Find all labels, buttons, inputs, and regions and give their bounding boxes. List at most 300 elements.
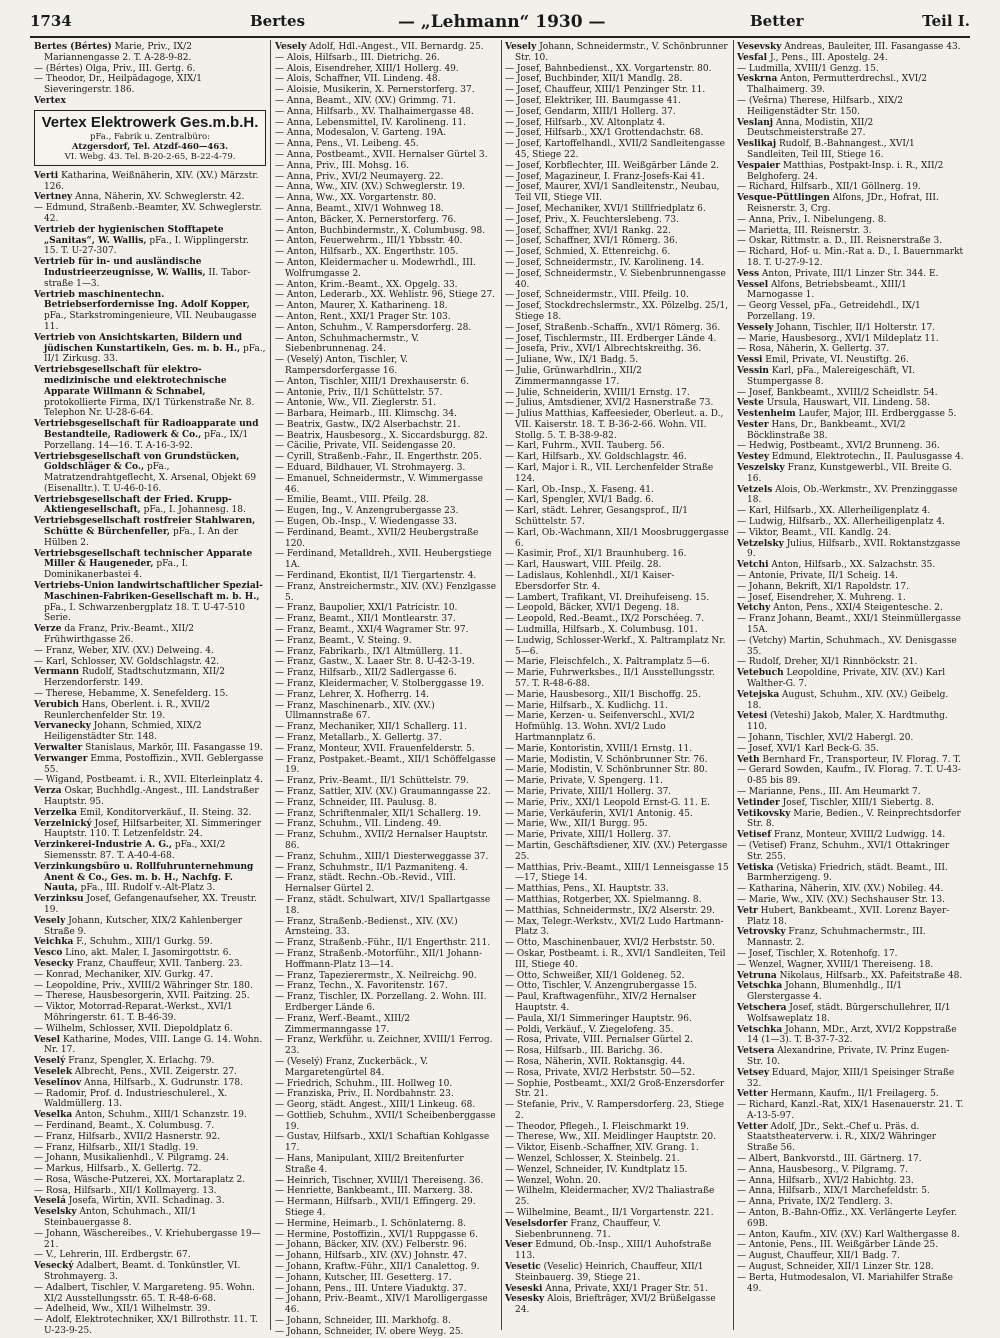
entry-text: — Antonie, Private, II/1 Scheig. 14.	[737, 571, 898, 582]
directory-entry	[505, 1121, 729, 1133]
directory-entry	[34, 63, 266, 75]
directory-entry	[737, 409, 965, 420]
entry-text: — Leopold, Bäcker, XVI/1 Degeng. 18.	[505, 603, 680, 614]
entry-text: pFa., Matratzendrahtgeflecht, X. Arsenal, Objekt 69 (Eisenalltr.). T. U-46-0-16.	[44, 462, 257, 494]
entry-surname: Vesco	[34, 948, 63, 959]
entry-surname: Vesely	[275, 42, 307, 52]
entry-text: Edmund, Elektrotechn., II. Paulusgasse 4.	[769, 452, 964, 463]
directory-entry	[34, 1034, 266, 1057]
entry-text: — Gottlieb, Schuhm., XVII/1 Scheibenberggasse 19.	[275, 1110, 496, 1132]
entry-surname: Vertriebs-Union landwirtschaftlicher Spezial-Maschinen-Fabriken-Gesellschaft m. b. H.,	[34, 581, 263, 602]
directory-entry	[737, 1251, 965, 1262]
entry-text: — Leopoldine, Priv., XVIII/2 Währinger Str. 180.	[34, 980, 253, 991]
entry-text: — Georg, städt. Angest., XIII/1 Linkeug. 68.	[275, 1100, 476, 1111]
entry-text: — Franz, Weber, XIV. (XV.) Delweing. 4.	[34, 645, 214, 656]
entry-surname: Veszelsky	[737, 463, 785, 474]
entry-text: — Poldi, Verkäuf., V. Ziegelofeng. 35.	[505, 1024, 674, 1035]
directory-entry	[737, 948, 965, 960]
directory-entry	[737, 419, 965, 442]
entry-text: pFa., IX/1 Porzellang. 14—16. T. A-16-3-92.	[44, 429, 249, 451]
entry-text: — Aloisie, Musikerin, X. Pernerstorferg. 37.	[275, 85, 475, 96]
directory-entry	[275, 1089, 497, 1100]
directory-entry	[505, 657, 729, 668]
entry-text: — Franz, Straßenb.-Führ., II/1 Engerthstr. 211.	[275, 938, 491, 949]
directory-entry	[34, 74, 266, 96]
directory-entry	[34, 1023, 266, 1035]
entry-surname: Vesely	[505, 42, 537, 52]
directory-entry	[34, 1131, 266, 1143]
directory-entry	[737, 862, 965, 885]
entry-text: Anton, Hilfsarb., XX. Salzachstr. 35.	[768, 560, 936, 571]
entry-surname: Vertney	[34, 192, 73, 203]
entry-text: — Markus, Hilfsarb., X. Gellertg. 72.	[34, 1164, 202, 1175]
entry-text: — Ludmilla, Hilfsarb., X. Columbusg. 101.	[505, 625, 698, 636]
directory-entry	[737, 1229, 965, 1241]
directory-entry	[505, 409, 729, 441]
directory-entry	[275, 1154, 497, 1176]
directory-entry	[275, 495, 497, 506]
directory-entry	[737, 517, 965, 528]
directory-entry	[34, 451, 266, 495]
entry-surname: Verubich	[34, 699, 79, 710]
entry-surname: Vertex	[34, 95, 66, 106]
entry-text: — Johann, Bäcker, XIV. (XV.) Felberstr. 96.	[275, 1240, 467, 1251]
directory-entry	[34, 42, 266, 64]
directory-entry	[34, 170, 266, 193]
directory-entry	[737, 1262, 965, 1273]
entry-surname: Vetschera	[737, 1002, 787, 1013]
entry-text: — Josef, Magazineur, I. Franz-Josefs-Kai 41.	[505, 171, 705, 182]
entry-text: — Viktor, Beamt., VII. Kandlg. 24.	[737, 527, 892, 538]
entry-text: Anna, Private, XXI/1 Prager Str. 51.	[542, 1283, 708, 1294]
directory-entry	[737, 884, 965, 895]
entry-text: — Ferdinand, Beamt., XVII/2 Heubergstraße 120.	[275, 527, 479, 549]
directory-entry	[34, 1304, 266, 1315]
entry-text: — Alois, Schaffner, VII. Lindeng. 48.	[275, 74, 441, 85]
entry-text: — Franz, Mechaniker, XII/1 Schallerg. 11.	[275, 722, 467, 733]
entry-text: — Marie, Modistin, V. Schönbrunner Str. 80.	[505, 765, 708, 776]
entry-surname: Veser	[505, 1240, 533, 1251]
directory-entry	[275, 430, 497, 442]
entry-surname: Vessin	[737, 365, 769, 376]
entry-text: pFa., III. Rudolf v.-Alt-Platz 3.	[77, 883, 216, 894]
directory-entry	[34, 419, 266, 451]
entry-text: — Josef, Hilfsarb., XV. Altonplatz 4.	[505, 117, 666, 128]
entry-text: — Alois, Eisendreher, XIII/1 Hollerg. 49.	[275, 63, 459, 74]
directory-entry	[275, 376, 497, 388]
directory-entry	[34, 1153, 266, 1164]
entry-text: Adalbert, Beamt. d. Tonkünstler, VI. Strohmayerg. 3.	[44, 1261, 241, 1283]
entry-text: — Josef, Buchbinder, XII/1 Mandlg. 28.	[505, 74, 683, 85]
entry-text: — Cyrill, Straßenb.-Fahr., II. Engerthstr. 205.	[275, 452, 482, 463]
entry-text: — Cäcilie, Private, VII. Seidengasse 20.	[275, 441, 456, 452]
directory-entry	[275, 1035, 497, 1057]
directory-entry	[34, 937, 266, 948]
directory-entry	[275, 355, 497, 377]
directory-entry	[275, 916, 497, 939]
entry-text: — Franz, Schneider, III. Paulusg. 8.	[275, 797, 437, 808]
entry-text: — Anton, Lederarb., XX. Wehlistr. 96, Stiege 27.	[275, 290, 496, 301]
directory-entry	[505, 970, 729, 982]
entry-text: — Josef, Stockdrechslermstr., XX. Pölzelbg. 25/1, Stiege 18.	[505, 301, 729, 322]
directory-entry	[34, 1185, 266, 1197]
entry-text: — Franz, Schuhm., XIII/1 Diesterweggasse 37.	[275, 851, 489, 862]
directory-entry	[275, 646, 497, 658]
directory-entry	[275, 203, 497, 215]
directory-entry	[275, 549, 497, 571]
entry-text: — Ladislaus, Kohlenhdl., XI/1 Kaiser-Ebersdorfer Str. 4.	[505, 571, 675, 592]
entry-text: — Konrad, Mechaniker, XIV. Gurkg. 47.	[34, 969, 214, 980]
entry-text: — Eduard, Bildhauer, VI. Strohmayerg. 3.	[275, 463, 466, 474]
directory-entry	[505, 452, 729, 463]
directory-entry	[275, 1218, 497, 1230]
directory-entry	[505, 301, 729, 323]
advertisement-box	[34, 110, 266, 166]
entry-text: pFa., I. Dominikanerbastei 4.	[44, 559, 189, 581]
directory-entry	[275, 938, 497, 949]
directory-entry	[505, 808, 729, 820]
directory-entry	[737, 603, 965, 614]
entry-text: II. Tabor-straße 1—3.	[44, 267, 251, 289]
entry-surname: Veselsky	[34, 1207, 77, 1218]
directory-entry	[505, 700, 729, 712]
directory-entry	[275, 311, 497, 323]
entry-text: — Franziska, Priv., II. Nordbahnstr. 23.	[275, 1089, 454, 1100]
directory-entry	[34, 624, 266, 646]
entry-surname: Vertrieb der hygienischen Stofftapete „Sanitas“, W. Wallis,	[34, 224, 224, 246]
entry-text: — Josef, Schneidermstr., IV. Karolineng. 14.	[505, 257, 705, 268]
entry-text: — Viktor, Eisenb.-Schaffner, XIV. Grang. 1.	[505, 1143, 699, 1154]
entry-text: — Franz, Tapezierermstr., X. Neilreichg. 90.	[275, 970, 477, 981]
entry-text: pFa., XXI/2 Siemensstr. 87. T. A-40-4-68.	[44, 840, 226, 861]
ad-line: pFa., Fabrik u. Zentralbüro:	[90, 131, 210, 142]
directory-entry	[275, 830, 497, 852]
entry-text: — Marie, Ww., XII/1 Burgg. 95.	[505, 819, 648, 830]
entry-text: — Rosa, Hilfsarb., III. Barichg. 36.	[505, 1046, 663, 1057]
directory-entry	[505, 1013, 729, 1025]
entry-text: pFa., I. An der Hülben 2.	[44, 527, 239, 548]
directory-entry	[275, 409, 497, 420]
directory-entry	[275, 1013, 497, 1036]
column-1	[34, 42, 266, 1337]
entry-text: — Adolf, Elektrotechniker, XX/1 Billrothstr. 11. T. U-23-9-25.	[34, 1315, 258, 1337]
entry-text: — Josef, Gendarm, XIII/1 Hollerg. 37.	[505, 106, 676, 117]
entry-surname: Veselá	[34, 1196, 66, 1207]
entry-text: — Anton, Buchbindermstr., X. Columbusg. 98.	[275, 225, 486, 236]
entry-text: F., Schuhm., XIII/1 Gurkg. 59.	[73, 937, 213, 948]
directory-entry	[34, 1207, 266, 1229]
directory-entry	[505, 1078, 729, 1101]
entry-text: pFa., I. Schwarzenbergplatz 18. T. U-47-510 Serie.	[44, 602, 245, 624]
directory-entry	[505, 1208, 729, 1219]
entry-surname: Vertriebsgesellschaft für Radioapparate und Bestandteile, Radiowerk & Co.,	[34, 419, 259, 440]
entry-text: — Ludwig, Hilfsarb., XX. Allerheiligenplatz 4.	[737, 517, 945, 528]
entry-text: — Adalbert, Tischler, V. Margareteng. 95. Wohn. XI/2 Ausstellungsstr. 65. T. R-48-6-68.	[34, 1282, 255, 1304]
directory-entry	[275, 722, 497, 733]
entry-text: Johann, Tischler, II/1 Holterstr. 17.	[773, 322, 936, 333]
entry-text: Franz, Spengler, X. Erlachg. 79.	[65, 1056, 215, 1067]
entry-text: — Josef, Schmied, X. Ettenreichg. 6.	[505, 247, 671, 258]
directory-entry	[34, 1196, 266, 1207]
entry-surname: Vertriebsgesellschaft von Grundstücken, Goldschläger & Co.,	[34, 451, 240, 473]
entry-text: Alois, Ob.-Werkmstr., XV. Prenzinggasse 18.	[747, 484, 958, 506]
entry-surname: Vesque-Püttlingen	[737, 193, 830, 204]
entry-text: — Friedrich, Schuhm., III. Hollweg 10.	[275, 1078, 453, 1089]
entry-text: — Johann, Bekrift, XI/1 Rapoldstr. 17.	[737, 581, 909, 592]
entry-text: — Katharina, Näherin, XIV. (XV.) Nobileg. 44.	[737, 884, 944, 895]
entry-text: Josef, städt. Bürgerschullehrer, II/1 Wolfsaweplatz 18.	[747, 1002, 951, 1024]
entry-text: — Franz, Schuhm., XVII/2 Hernalser Hauptstr. 86.	[275, 830, 488, 851]
entry-text: — Richard, Hof- u. Min.-Rat a. D., I. Bauernmarkt 18. T. U-27-9-12.	[737, 247, 964, 268]
entry-text: — Anton, Bäcker, X. Pernerstorferg. 76.	[275, 214, 457, 225]
directory-entry	[275, 1197, 497, 1219]
entry-text: Katharina, Weißnäherin, XIV. (XV.) Märzstr. 126.	[44, 170, 259, 192]
entry-text: — Gustav, Hilfsarb., XXI/1 Schaftian Kohlgasse 17.	[275, 1132, 490, 1154]
entry-text: — Karl, Major i. R., VII. Lerchenfelder Straße 124.	[505, 463, 714, 484]
entry-text: — Josef, Schaffner, XVI/1 Rankg. 22.	[505, 225, 671, 236]
entry-text: — Matthias, Priv.-Beamt., XIII/1 Lenneisgasse 15—17, Stiege 14.	[505, 862, 729, 884]
directory-entry	[505, 365, 729, 388]
directory-entry	[34, 991, 266, 1002]
directory-entry	[34, 689, 266, 700]
entry-text: pFa., Starkstromingenieure, VII. Neubaugasse 11.	[44, 311, 257, 332]
entry-text: Lino, akt. Maler, I. Jasomirgottstr. 6.	[62, 948, 232, 959]
directory-entry	[737, 247, 965, 269]
directory-entry	[505, 225, 729, 237]
directory-entry	[275, 1175, 497, 1187]
directory-entry	[34, 915, 266, 938]
entry-text: — Beatrix, Hausbesorg., X. Siccardsburgg. 82.	[275, 430, 488, 441]
entry-surname: Vestenheim	[737, 409, 796, 420]
directory-entry	[275, 981, 497, 992]
directory-entry	[505, 862, 729, 885]
directory-entry	[275, 1240, 497, 1251]
directory-entry	[275, 506, 497, 517]
entry-surname: Vertriebsgesellschaft für elektro-medizinische und elektrotechnische Apparate Willmann & Schnabel,	[34, 365, 227, 397]
entry-text: — Anna, Priv., I. Nibelungeng. 8.	[737, 214, 887, 225]
entry-text: — Therese, Ww., XII. Meidlinger Hauptstr. 20.	[505, 1132, 716, 1143]
entry-text: — Anna, Hilfsarb., XIX/1 Marchefeldstr. 5.	[737, 1186, 930, 1197]
directory-entry	[34, 743, 266, 754]
entry-surname: Vester	[737, 419, 769, 430]
entry-text: — Anna, Hausbesorg., V. Pilgramg. 7.	[737, 1164, 908, 1175]
directory-entry	[737, 506, 965, 517]
directory-entry	[275, 625, 497, 636]
entry-text: — Ferdinand, Metalldreh., XVII. Heubergstiege 1A.	[275, 549, 492, 571]
directory-entry	[737, 236, 965, 247]
directory-entry	[737, 182, 965, 193]
entry-text: — Anna, Postbeamt., XVII. Hernalser Gürtel 3.	[275, 149, 488, 160]
entry-text: — Karl, Hilfsarb., XV. Goldschlagstr. 46.	[505, 452, 687, 463]
entry-surname: Vertrieb von Ansichtskarten, Bildern und jüdischen Kunstartikeln, Ges. m. b. H.,	[34, 332, 243, 354]
entry-text: Hans, Dr., Bankbeamt., XVI/2 Böcklinstraße 38.	[747, 419, 906, 441]
entry-text: — Josef, XVI/1 Karl Beck-G. 35.	[737, 743, 879, 754]
entry-text: — Wilhelm, Schlosser, XVII. Diepoldplatz 6.	[34, 1023, 233, 1034]
entry-text: — Paula, XI/1 Simmeringer Hauptstr. 96.	[505, 1013, 692, 1024]
entry-text: — Anton, Krim.-Beamt., XX. Opgelg. 33.	[275, 279, 458, 290]
entry-surname: Vetzels	[737, 484, 773, 495]
entry-text: — Albert, Bankvorstd., III. Gärtnerg. 17.	[737, 1154, 922, 1165]
directory-entry	[737, 139, 965, 161]
entry-text: — Johann, Schneider, IV. obere Weyg. 25.	[275, 1326, 464, 1337]
entry-surname: Veskrna	[737, 74, 778, 85]
entry-text: Johann, MDr., Arzt, XVI/2 Koppstraße 14 (1—3). T. B-37-7-32.	[747, 1024, 957, 1046]
directory-entry	[737, 322, 965, 334]
entry-text: — Julie, Schneiderin, XVIII/1 Ernstg. 17.	[505, 387, 690, 398]
directory-entry	[505, 106, 729, 118]
directory-entry	[737, 808, 965, 831]
entry-surname: Verwanger	[34, 753, 88, 764]
directory-entry	[505, 85, 729, 96]
entry-text: — Rosa, Näherin, X. Gellertg. 37.	[737, 344, 890, 355]
directory-entry	[505, 981, 729, 992]
entry-surname: Vesel	[34, 1034, 61, 1045]
entry-surname: Vetiska	[737, 862, 774, 873]
directory-entry	[275, 1100, 497, 1111]
directory-entry	[737, 765, 965, 787]
entry-text: — Anton, Schuhmachermstr., V. Siebenbrunnenag. 24.	[275, 333, 420, 355]
entry-text: — Franz, Anstreichermstr., XIV. (XV.) Fenzlgasse 5.	[275, 581, 497, 603]
directory-entry	[505, 549, 729, 560]
entry-text: — Antonie, Pens., III. Weißgärber Lände 25.	[737, 1240, 939, 1251]
entry-text: Bernhard Fr., Transporteur, IV. Florag. 7. T.	[759, 754, 961, 765]
directory-entry	[275, 473, 497, 496]
header-center-title: — „Lehmann“ 1930 —	[398, 12, 606, 32]
entry-text: — Marie, Hausbesorg., XVI/1 Mildeplatz 11.	[737, 333, 939, 344]
entry-text: — Richard, Kanzl.-Rat, XIX/1 Hasenauerstr. 21. T. A-13-5-97.	[737, 1100, 964, 1121]
entry-text: — Franz, Werkführ. u. Zeichner, XVIII/1 Ferrog. 23.	[275, 1035, 493, 1057]
directory-entry	[275, 128, 497, 139]
directory-entry	[737, 927, 965, 949]
entry-text: Eduard, Major, XIII/1 Speisinger Straße 32.	[747, 1067, 955, 1089]
directory-entry	[737, 387, 965, 399]
directory-entry	[34, 1315, 266, 1337]
entry-surname: Vetschka	[737, 1024, 783, 1035]
ad-line: Atzgersdorf, Tel. Atzdf-460—463.	[71, 141, 229, 152]
entry-text: — Franz, Straßenb.-Bedienst., XIV. (XV.) Arnsteing. 33.	[275, 916, 458, 938]
directory-entry	[505, 884, 729, 895]
entry-text: — Rudolf, Dreher, XI/1 Rinnböckstr. 21.	[737, 657, 918, 668]
header-rule	[30, 36, 970, 38]
directory-entry	[505, 290, 729, 301]
entry-text: — Oskar, Rittmstr. a. D., III. Reisnerstraße 3.	[737, 236, 943, 247]
entry-text: — Lambert, Trafikant, VI. Dreihufeiseng. 15.	[505, 592, 710, 603]
directory-entry	[275, 106, 497, 118]
directory-entry	[34, 203, 266, 225]
directory-entry	[737, 754, 965, 766]
directory-entry	[34, 1250, 266, 1261]
directory-entry	[275, 1078, 497, 1090]
entry-text: — Johann, Priv.-Beamt., XIV/1 Marolligergasse 46.	[275, 1294, 488, 1316]
directory-entry	[275, 387, 497, 399]
directory-entry	[275, 689, 497, 701]
entry-text: — Franz, Werf.-Beamt., XIII/2 Zimmermanngasse 17.	[275, 1013, 410, 1035]
directory-entry	[505, 894, 729, 906]
directory-entry	[275, 1316, 497, 1327]
entry-text: Edmund, Ob.-Insp., XIII/1 Auhofstraße 113.	[515, 1240, 712, 1262]
entry-text: Karl, pFa., Malereigeschäft, VI. Stumpergasse 8.	[747, 365, 915, 387]
directory-entry	[34, 667, 266, 689]
directory-entry	[275, 1262, 497, 1273]
entry-text: Anna, Hilfsarb., X. Gudrunstr. 178.	[81, 1077, 243, 1088]
directory-entry	[275, 851, 497, 863]
entry-surname: Vesetic	[505, 1262, 541, 1273]
directory-entry	[505, 1240, 729, 1262]
entry-text: — Eugen, Ing., V. Anzengrubergasse 23.	[275, 506, 459, 517]
directory-entry	[275, 668, 497, 679]
directory-entry	[34, 818, 266, 841]
entry-text: — Marie, Priv., XXI/1 Leopold Ernst-G. 11. E.	[505, 797, 711, 808]
entry-text: — Marie, Private, V. Spengerg. 11.	[505, 776, 663, 787]
directory-entry	[275, 333, 497, 356]
entry-surname: Vetr	[737, 905, 758, 916]
entry-text: (Veteshi) Jakob, Maler, X. Hardtmuthg. 110.	[747, 711, 948, 733]
directory-entry	[505, 1056, 729, 1068]
directory-entry	[275, 171, 497, 183]
entry-text: — Marie, Fuhrwerksbes., II/1 Ausstellungsstr. 57. T. R-48-6-88.	[505, 668, 715, 690]
entry-surname: Vertrieb maschinentechn. Betriebserfordernisse Ing. Adolf Kopper,	[34, 289, 250, 311]
entry-text: — Josef, Mechaniker, XVI/1 Stillfriedplatz 6.	[505, 203, 706, 214]
directory-entry	[737, 1240, 965, 1251]
directory-entry	[737, 225, 965, 237]
entry-text: Rudolf, Stadtschutzmann, XII/2 Herzendorferstr. 149.	[44, 667, 225, 689]
directory-entry	[34, 1142, 266, 1154]
entry-text: — Adelheid, Ww., XII/1 Wilhelmstr. 39.	[34, 1304, 211, 1315]
entry-surname: Verze	[34, 624, 62, 635]
directory-entry	[34, 1002, 266, 1024]
directory-entry	[737, 279, 965, 302]
directory-entry	[505, 1046, 729, 1057]
entry-text: — Ludwig, Schlosser-Werkf., X. Paltramplatz Nr. 5—6.	[505, 635, 726, 657]
entry-surname: Vetisef	[737, 830, 772, 841]
entry-surname: Vetikovsky	[737, 808, 791, 819]
entry-text: da Franz, Priv.-Beamt., XII/2 Frühwirthgasse 26.	[44, 624, 194, 646]
directory-entry	[737, 463, 965, 485]
entry-text: Rudolf, B.-Bahnangest., XVI/1 Sandleiten, Teil III, Stiege 16.	[747, 139, 915, 160]
directory-entry	[505, 1218, 729, 1241]
entry-surname: Vermann	[34, 667, 80, 678]
directory-entry	[505, 95, 729, 107]
directory-entry	[275, 743, 497, 755]
entry-text: — Kasimir, Prof., XI/1 Braunhuberg. 16.	[505, 549, 687, 560]
entry-text: — Marie, Private, XIII/1 Hollerg. 37.	[505, 786, 672, 797]
directory-entry	[737, 117, 965, 140]
entry-text: — Leopold, Red.-Beamt., IX/2 Porschéeg. 7.	[505, 614, 705, 625]
entry-text: Leopoldine, Private, XIV. (XV.) Karl Walther-G. 7.	[747, 668, 946, 690]
directory-entry	[275, 1229, 497, 1241]
entry-text: Andreas, Bauleiter, III. Fasangasse 43.	[781, 42, 961, 52]
directory-entry	[737, 1067, 965, 1090]
entry-text: — Barbara, Heimarb., III. Klimschg. 34.	[275, 409, 457, 420]
directory-entry	[505, 1035, 729, 1046]
entry-text: — Anna, Priv., XVI/2 Neumayerg. 22.	[275, 171, 444, 182]
entry-text: — Eugen, Ob.-Insp., V. Wiedengasse 33.	[275, 517, 457, 528]
directory-entry	[737, 614, 965, 636]
entry-surname: Vertrieb für in- und ausländische Industrieerzeugnisse, W. Wallis,	[34, 257, 206, 278]
entry-text: Johann, Blumenhdlg., II/1 Glerstergasse 4.	[747, 981, 903, 1003]
entry-text: — Antonie, Ww., VII. Zieglerstr. 51.	[275, 398, 437, 409]
header-right-word: Better	[750, 12, 804, 30]
directory-entry	[275, 182, 497, 193]
entry-surname: Vertriebsgesellschaft rostfreier Stahlwaren, Schütte & Bürchenfeller,	[34, 516, 256, 538]
directory-entry	[275, 1283, 497, 1295]
entry-text: Anna, Modistin, XII/2 Deutschmeisterstraße 27.	[747, 117, 874, 139]
directory-entry	[737, 527, 965, 539]
directory-entry	[275, 733, 497, 744]
directory-entry	[505, 711, 729, 743]
entry-surname: Veselínov	[34, 1077, 82, 1088]
directory-entry	[275, 441, 497, 452]
